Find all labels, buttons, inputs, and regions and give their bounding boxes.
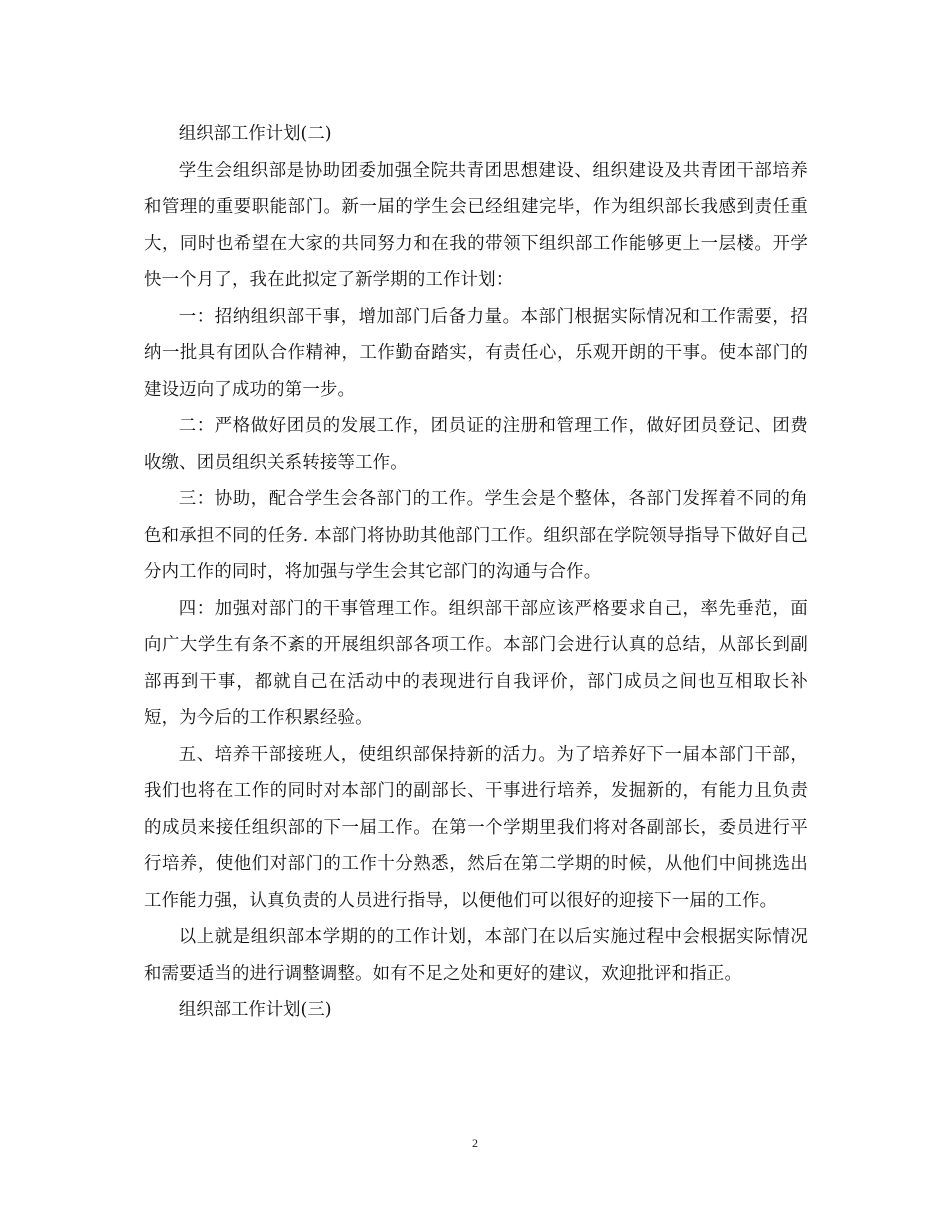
paragraph-item-4: 四：加强对部门的干事管理工作。组织部干部应该严格要求自己，率先垂范，面向广大学生有条不紊的开展组织部各项工作。本部门会进行认真的总结，从部长到副部再到干事，都就自己在活动中的表现进行自我评价，部门成员之间也互相取长补短，为今后的工作积累经验。 (144, 598, 808, 728)
document-body (144, 116, 808, 1029)
paragraph-conclusion: 以上就是组织部本学期的的工作计划，本部门在以后实施过程中会根据实际情况和需要适当的进行调整调整。如有不足之处和更好的建议，欢迎批评和指正。 (144, 927, 808, 984)
paragraph-intro: 学生会组织部是协助团委加强全院共青团思想建设、组织建设及共青团干部培养和管理的重要职能部门。新一届的学生会已经组建完毕，作为组织部长我感到责任重大，同时也希望在大家的共同努力和在我的带领下组织部工作能够更上一层楼。开学快一个月了，我在此拟定了新学期的工作计划： (144, 160, 808, 290)
paragraph-item-1: 一：招纳组织部干事，增加部门后备力量。本部门根据实际情况和工作需要，招纳一批具有团队合作精神，工作勤奋踏实，有责任心，乐观开朗的干事。使本部门的建设迈向了成功的第一步。 (144, 306, 808, 400)
paragraph-item-2: 二：严格做好团员的发展工作，团员证的注册和管理工作，做好团员登记、团费收缴、团员组织关系转接等工作。 (144, 416, 808, 473)
section-heading-2: 组织部工作计划(二) (178, 124, 332, 144)
page-number: 2 (472, 1136, 478, 1150)
paragraph-item-5: 五、培养干部接班人，使组织部保持新的活力。为了培养好下一届本部门干部，我们也将在工作的同时对本部门的副部长、干事进行培养，发掘新的，有能力且负责的成员来接任组织部的下一届工作。在第一个学期里我们将对各副部长，委员进行平行培养，使他们对部门的工作十分熟悉，然后在第二学期的时候，从他们中间挑选出工作能力强，认真负责的人员进行指导，以便他们可以很好的迎接下一届的工作。 (144, 744, 808, 911)
paragraph-item-3: 三：协助，配合学生会各部门的工作。学生会是个整体，各部门发挥着不同的角色和承担不同的任务. 本部门将协助其他部门工作。组织部在学院领导指导下做好自己分内工作的同时，将加强与学生会其它部门的沟通与合作。 (144, 489, 808, 582)
section-heading-3: 组织部工作计划(三) (178, 1000, 332, 1020)
